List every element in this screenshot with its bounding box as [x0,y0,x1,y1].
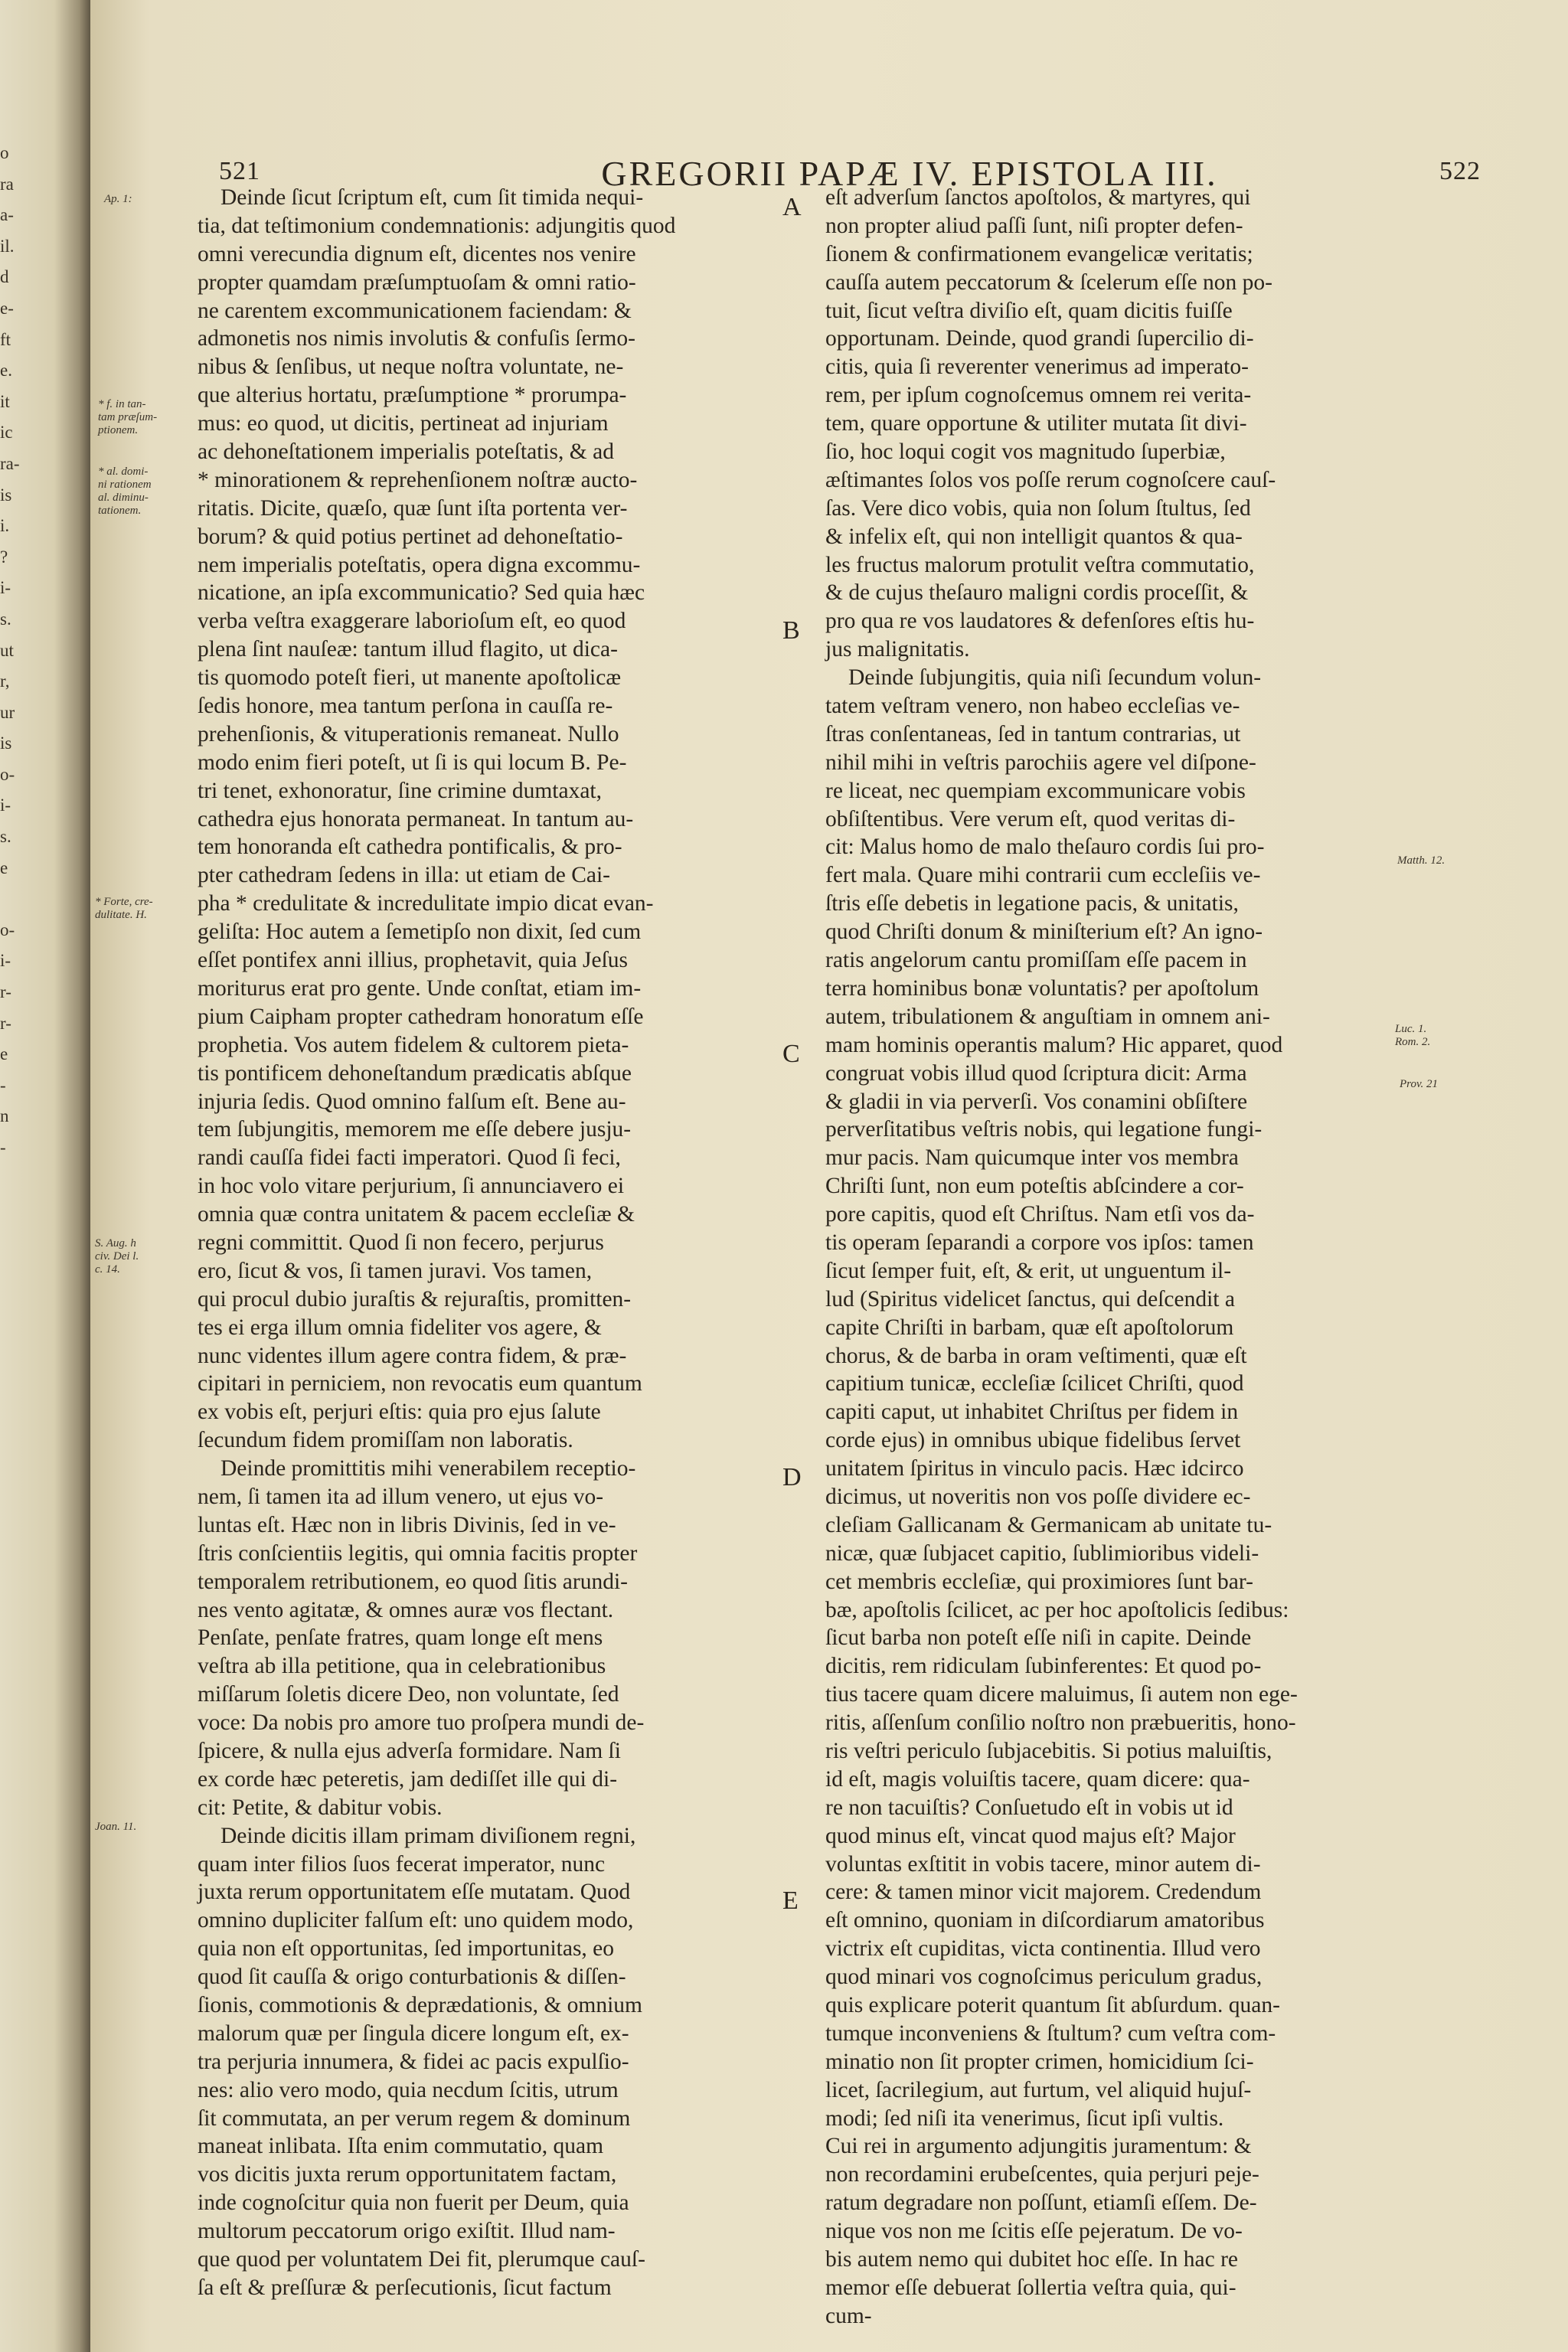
spine-fragment: ut [0,640,14,660]
text-line: tem ſubjungitis, memorem me eſſe debere jusju- [198,1117,632,1142]
text-line: lud (Spiritus videlicet ſanctus, qui deſcendit a [825,1286,1235,1312]
text-line: modo enim fieri poteſt, ut ſi is qui locum B. Pe- [198,750,627,775]
spine-fragment [0,1443,31,1475]
text-line: Deinde dicitis illam primam diviſionem regni, [220,1823,636,1848]
text-line: fert mala. Quare mihi contrarii cum eccleſiis ve- [825,863,1261,888]
spine-fragment: d [0,267,9,287]
spine-fragment [0,1350,31,1381]
text-line: quod minari vos cognoſcimus periculum gradus, [825,1965,1263,1990]
text-line: re liceat, nec quempiam excommunicare vobis [825,778,1246,803]
text-line: verba veſtra exaggerare laborioſum eſt, eo quod [198,609,626,634]
text-line: ſit commutata, an per verum regem & dominum [198,2105,631,2131]
text-line: ſecundum fidem promiſſam non laboratis. [198,1428,573,1453]
text-line: ſtris conſcientiis legitis, qui omnia facitis propter [198,1540,638,1566]
text-line: injuria ſedis. Quod omnino falſum eſt. Bene au- [198,1089,626,1114]
text-line: juxta rerum opportunitatem eſſe mutatam. Quod [198,1880,631,1905]
text-line: ratum degradare non poſſunt, etiamſi eſſem. De- [825,2190,1257,2216]
text-line: & infelix eſt, qui non intelligit quantos & qua- [825,524,1243,549]
text-line: quia non eſt opportunitas, ſed importunitas, eo [198,1936,615,1962]
text-line: ris veſtri periculo ſubjacebitis. Si potius maluiſtis, [825,1738,1272,1763]
text-line: & de cujus theſauro maligni cordis proceſſit, & [825,580,1249,606]
text-line: tis quomodo poteſt fieri, ut manente apoſtolicæ [198,665,622,691]
spine-fragment: n [0,1106,9,1126]
text-line: rem, per ipſum cognoſcemus omnem rei verita- [825,383,1252,408]
text-line: ſtris eſſe debetis in legatione pacis, & unitatis, [825,891,1239,916]
spine-fragment: o- [0,920,15,939]
text-line: ſionis, commotionis & deprædationis, & omnium [198,1993,642,2017]
text-line: luntas eſt. Hæc non in libris Divinis, ſed in ve- [198,1512,616,1537]
text-line: chorus, & de barba in oram veſtimenti, quæ eſt [825,1343,1247,1368]
spine-fragment: i- [0,795,11,815]
text-line: ſtras conſentaneas, ſed in tantum contrarias, ut [825,721,1241,746]
text-line: tis operam ſeparandi a corpore vos ipſos: tamen [825,1230,1254,1255]
text-line: qui procul dubio juraſtis & rejuraſtis, promitten- [198,1286,632,1312]
text-line: plena ſint nauſeæ: tantum illud flagito, ut dica- [198,637,618,662]
spine-fragment: e- [0,298,14,318]
spine-fragment [0,1319,31,1351]
page-number-left: 521 [219,157,260,185]
spine-fragment: is [0,733,12,753]
text-line: ero, ſicut & vos, ſi tamen juravi. Vos tamen, [198,1258,593,1283]
text-line: memor eſſe debuerat ſollertia veſtra quia, qui- [825,2275,1236,2300]
text-line: tatem veſtram venero, non habeo eccleſias ve- [825,694,1240,719]
text-line: ac dehoneſtationem imperialis poteſtatis, & ad [198,439,614,465]
text-line: perverſitatibus veſtris nobis, qui legatione fungi- [825,1117,1263,1142]
text-line: ſio, hoc loqui cogit vos magnitudo ſuperbiæ, [825,439,1226,465]
section-letter: A [782,193,802,221]
text-line: Chriſti ſunt, non eum poteſtis abſcindere a cor- [825,1174,1244,1199]
text-line: cit: Petite, & dabitur vobis. [198,1795,443,1820]
spine-fragment [0,1288,31,1319]
text-line: propter quamdam præſumptuoſam & omni ratio- [198,270,636,295]
section-letter: C [782,1040,800,1068]
text-line: tem, quare opportune & utiliter mutata ſit divi- [825,411,1247,436]
text-line: ſicut barba non poteſt eſſe niſi in capite. Deinde [825,1625,1252,1651]
spine-fragment: e [0,1044,8,1064]
text-line: tuit, ſicut veſtra diviſio eſt, quam dicitis fuiſſe [825,298,1233,323]
text-line: capitium tunicæ, eccleſiæ ſcilicet Chriſti, quod [825,1371,1244,1396]
text-line: modi; ſed niſi ita venerimus, ſicut ipſi vultis. [825,2105,1224,2131]
text-line: dicimus, ut noveritis non vos poſſe dividere ec- [825,1484,1251,1509]
text-line: Deinde promittitis mihi venerabilem receptio- [220,1456,636,1481]
text-line: eſſet pontifex anni illius, prophetavit, quia Jeſus [198,948,629,973]
text-line: re non tacuiſtis? Conſuetudo eſt in vobis ut id [825,1795,1233,1820]
text-line: cleſiam Gallicanam & Germanicam ab unitate tu- [825,1512,1272,1537]
text-line: quis explicare poterit quantum ſit abſurdum. quan- [825,1993,1280,2017]
facing-page-text-fragments [0,138,31,1475]
text-line: corde ejus) in omnibus ubique fidelibus ſervet [825,1428,1241,1453]
text-line: cauſſa autem peccatorum & ſcelerum eſſe non po- [825,270,1273,295]
spine-fragment [0,1256,31,1288]
spine-fragment: ft [0,329,11,349]
spine-fragment [0,1194,31,1226]
spine-fragment [0,884,31,915]
text-line: pter cathedram ſedens in illa: ut etiam de Cai- [198,863,610,888]
section-letter: E [782,1886,799,1915]
text-line: tumque inconveniens & ſtultum? cum veſtra com- [825,2020,1276,2046]
text-line: mam hominis operantis malum? Hic apparet, quod [825,1032,1283,1057]
text-line: pore capitis, quod eſt Chriſtus. Nam etſi vos da- [825,1202,1255,1227]
text-line: pium Caipham propter cathedram honoratum eſſe [198,1004,644,1029]
text-line: tri tenet, exhonoratur, ſine crimine dumtaxat, [198,778,603,803]
text-line: moriturus erat pro gente. Unde conſtat, etiam im- [198,975,642,1001]
section-letter: B [782,616,800,645]
left-column [198,184,787,2302]
text-line: tis pontificem dehoneſtandum prædicatis abſque [198,1060,632,1086]
text-line: cit: Malus homo de malo theſauro cordis ſui pro- [825,835,1265,860]
text-line: tia, dat teſtimonium condemnationis: adjungitis quod [198,213,676,238]
text-line: terra hominibus bonæ voluntatis? per apoſtolum [825,975,1259,1001]
spine-fragment: - [0,1075,6,1095]
text-line: Cui rei in argumento adjungitis juramentum: & [825,2134,1252,2159]
text-line: cere: & tamen minor vicit majorem. Credendum [825,1880,1262,1905]
spine-fragment [0,1412,31,1443]
text-line: in hoc volo vitare perjurium, ſi annunciavero ei [198,1174,625,1199]
text-line: omni verecundia dignum eſt, dicentes nos venire [198,241,636,266]
text-line: tem honoranda eſt cathedra pontificalis, & pro- [198,835,622,860]
page-number-right: 522 [1439,157,1481,185]
text-line: capiti caput, ut inhabitet Chriſtus per fidem in [825,1400,1239,1425]
text-line: malorum quæ per ſingula dicere longum eſt, ex- [198,2020,629,2046]
text-line: nes vento agitatæ, & omnes auræ vos flectant. [198,1597,614,1622]
text-line: cathedra ejus honorata permaneat. In tantum au- [198,806,634,831]
text-line: miſſarum ſoletis dicere Deo, non voluntate, ſed [198,1682,619,1707]
text-line: nicatione, an ipſa excommunicatio? Sed quia hæc [198,580,645,606]
text-line: bæ, apoſtolis ſcilicet, ac per hoc apoſtolicis ſedibus: [825,1597,1289,1622]
text-line: voce: Da nobis pro amore tuo proſpera mundi de- [198,1710,645,1736]
text-line: prophetia. Vos autem fidelem & cultorem pieta- [198,1032,629,1057]
spine-fragment: r, [0,671,10,691]
text-line: capite Chriſti in barbam, quæ eſt apoſtolorum [825,1315,1234,1340]
text-line: ne carentem excommunicationem faciendam: & [198,298,632,323]
text-line: tes ei erga illum omnia fideliter vos agere, & [198,1315,602,1340]
spine-fragment: i. [0,516,10,536]
text-line: maneat inlibata. Iſta enim commutatio, quam [198,2134,604,2159]
text-line: quam inter filios ſuos fecerat imperator, nunc [198,1851,606,1877]
text-line: eſt omnino, quoniam in diſcordiarum amatoribus [825,1908,1265,1933]
margin-note: * al. domi- ni rationem al. diminu- tationem. [98,466,152,517]
spine-fragment: ur [0,702,15,722]
margin-note: Joan. 11. [95,1821,137,1833]
text-line: ſa eſt & preſſuræ & perſecutionis, ſicut factum [198,2275,612,2300]
text-line: pha * credulitate & incredulitate impio dicat evan- [198,891,654,916]
text-line: nes: alio vero modo, quia necdum ſcitis, utrum [198,2077,619,2102]
text-line: voluntas exſtitit in vobis tacere, minor autem di- [825,1851,1261,1877]
spine-fragment: - [0,1138,6,1157]
text-line: ritis, aſſenſum conſilio noſtro non præbueritis, hono- [825,1710,1296,1736]
text-line: tius tacere quam dicere maluimus, ſi autem non ege- [825,1682,1298,1707]
spine-fragment: ic [0,423,13,443]
text-line: ritatis. Dicite, quæſo, quæ ſunt iſta portenta ver- [198,495,628,521]
text-line: nicæ, quæ ſubjacet capitio, ſublimioribus videli- [825,1540,1259,1566]
text-line: nem imperialis poteſtatis, opera digna excommu- [198,552,641,577]
text-line: ſpicere, & nulla ejus adverſa formidare. Nam ſi [198,1738,621,1763]
spine-fragment: ra- [0,453,20,473]
text-line: ſedis honore, mea tantum perſona in cauſſa re- [198,694,613,719]
text-line: ratis angelorum cantu promiſſam eſſe pacem in [825,948,1247,973]
spine-fragment: r- [0,1013,11,1033]
text-line: quod ſit cauſſa & origo conturbationis & diſſen- [198,1965,626,1990]
text-line: & gladii in via perverſi. Vos conamini obſiſtere [825,1089,1248,1114]
text-line: minatio non ſit propter crimen, homicidium ſci- [825,2049,1254,2074]
margin-note: Prov. 21 [1400,1078,1438,1090]
text-line: nibus & ſenſibus, ut neque noſtra voluntate, ne- [198,354,624,380]
text-line: nihil mihi in veſtris parochiis agere vel diſpone- [825,750,1256,775]
margin-note: * Forte, cre- dulitate. H. [95,896,153,921]
text-line: obſiſtentibus. Vere verum eſt, quod veritas di- [825,806,1236,831]
text-line: ex vobis eſt, perjuri eſtis: quia pro ejus ſalute [198,1400,601,1425]
margin-note: Matth. 12. [1397,854,1446,867]
text-line: que alterius hortatu, præſumptione * prorumpa- [198,383,627,408]
text-line: vos dicitis juxta rerum opportunitatem factam, [198,2162,617,2187]
spine-fragment: e [0,858,8,877]
text-line: Deinde ſicut ſcriptum eſt, cum ſit timida nequi- [220,185,644,210]
text-line: citis, quia ſi reverenter venerimus ad imperato- [825,354,1249,380]
text-line: ex corde hæc peteretis, jam dediſſet ille qui di- [198,1766,618,1792]
text-line: jus malignitatis. [825,637,970,662]
text-line: omnia quæ contra unitatem & pacem eccleſiæ & [198,1202,635,1227]
text-line: nunc videntes illum agere contra fidem, & præ- [198,1343,627,1368]
text-line: id eſt, magis voluiſtis tacere, quam dicere: qua- [825,1766,1250,1792]
spine-fragment: ? [0,547,8,567]
text-line: eſt adverſum ſanctos apoſtolos, & martyres, qui [825,185,1251,210]
running-title: GREGORII PAPÆ IV. EPISTOLA III. [601,154,1218,193]
spine-fragment: o- [0,764,15,784]
facing-page-edge [0,0,90,2352]
spine-fragment: s. [0,609,11,629]
text-line: licet, ſacrilegium, aut furtum, vel aliquid hujuſ- [825,2077,1252,2102]
text-line: que quod per voluntatem Dei fit, plerumque cauſ- [198,2247,645,2272]
text-line: autem, tribulationem & anguſtiam in omnem ani- [825,1004,1270,1029]
spine-fragment [0,1226,31,1257]
text-line: non recordamini erubeſcentes, quia perjuri peje- [825,2162,1259,2187]
text-line: cet membris eccleſiæ, qui proximiores ſunt bar- [825,1569,1253,1594]
text-line: nique vos non me ſcitis eſſe pejeratum. De vo- [825,2219,1243,2244]
text-line: inde cognoſcitur quia non fuerit per Deum, quia [198,2190,629,2216]
text-line: les fructus malorum protulit veſtra commutatio, [825,552,1255,577]
text-line: * minorationem & reprehenſionem noſtræ aucto- [198,467,638,492]
spine-fragment: r- [0,982,11,1002]
spine-fragment: o [0,143,9,162]
margin-note: * f. in tan- tam præſum- ptionem. [98,398,158,436]
spine-fragment: e. [0,361,12,381]
text-line: mur pacis. Nam quicumque inter vos membra [825,1145,1239,1171]
text-line: mus: eo quod, ut dicitis, pertineat ad injuriam [198,411,609,436]
text-line: non propter aliud paſſi ſunt, niſi propter defen- [825,213,1243,238]
text-line: multorum peccatorum origo exiſtit. Illud nam- [198,2219,616,2244]
text-line: Penſate, penſate fratres, quam longe eſt mens [198,1625,603,1651]
margin-note: Luc. 1. Rom. 2. [1395,1023,1431,1048]
text-line: nem, ſi tamen ita ad illum venero, ut ejus vo- [198,1484,604,1509]
text-line: æſtimantes ſolos vos poſſe rerum cognoſcere cauſ- [825,467,1276,492]
text-line: cum- [825,2303,872,2328]
right-column [825,184,1430,2331]
text-line: ſicut ſemper fuit, eſt, & erit, ut unguentum il- [825,1258,1232,1283]
text-line: admonetis nos nimis involutis & confuſis ſermo- [198,326,635,351]
text-line: geliſta: Hoc autem a ſemetipſo non dixit, ſed cum [198,920,642,945]
spine-fragment: a- [0,205,14,225]
text-line: veſtra ab illa petitione, qua in celebrationibus [198,1654,606,1679]
spine-fragment [0,1164,31,1195]
text-line: pro qua re vos laudatores & defenſores eſtis hu- [825,609,1255,634]
text-line: quod minus eſt, vincat quod majus eſt? Major [825,1823,1236,1848]
section-letter: D [782,1463,802,1491]
text-line: congruat vobis illud quod ſcriptura dicit: Arma [825,1060,1247,1086]
text-line: prehenſionis, & vituperationis remaneat. Nullo [198,721,619,746]
text-line: ſas. Vere dico vobis, quia non ſolum ſtultus, ſed [825,495,1251,521]
text-line: quod Chriſti donum & miniſterium eſt? An igno- [825,920,1263,945]
margin-note: Ap. 1: [104,193,132,205]
text-line: dicitis, rem ridiculam ſubinferentes: Et quod po- [825,1654,1262,1679]
text-line: ſionem & confirmationem evangelicæ veritatis; [825,241,1253,266]
text-line: regni committit. Quod ſi non fecero, perjurus [198,1230,604,1255]
text-line: victrix eſt cupiditas, victa continentia. Illud vero [825,1936,1261,1962]
margin-note: S. Aug. h civ. Dei l. c. 14. [95,1237,139,1276]
text-line: temporalem retributionem, eo quod ſitis arundi- [198,1569,628,1594]
text-line: unitatem ſpiritus in vinculo pacis. Hæc idcirco [825,1456,1244,1481]
text-line: opportunam. Deinde, quod grandi ſupercilio di- [825,326,1254,351]
text-line: cipitari in perniciem, non revocatis eum quantum [198,1371,642,1396]
text-line: borum? & quid potius pertinet ad dehoneſtatio- [198,524,623,549]
text-line: randi cauſſa fidei facti imperatori. Quod ſi feci, [198,1145,621,1171]
text-line: omnino dupliciter falſum eſt: uno quidem modo, [198,1908,634,1933]
spine-fragment: ra [0,174,14,194]
spine-fragment: i- [0,578,11,598]
text-line: tra perjuria innumera, & fidei ac pacis expulſio- [198,2049,629,2074]
text-line: bis autem nemo qui dubitet hoc eſſe. In hac re [825,2247,1239,2272]
spine-fragment: i- [0,951,11,971]
spine-fragment: il. [0,236,15,256]
spine-fragment: it [0,391,10,411]
spine-fragment: s. [0,827,11,847]
text-line: Deinde ſubjungitis, quia niſi ſecundum volun- [848,665,1262,691]
spine-fragment: is [0,485,12,505]
spine-fragment [0,1381,31,1413]
